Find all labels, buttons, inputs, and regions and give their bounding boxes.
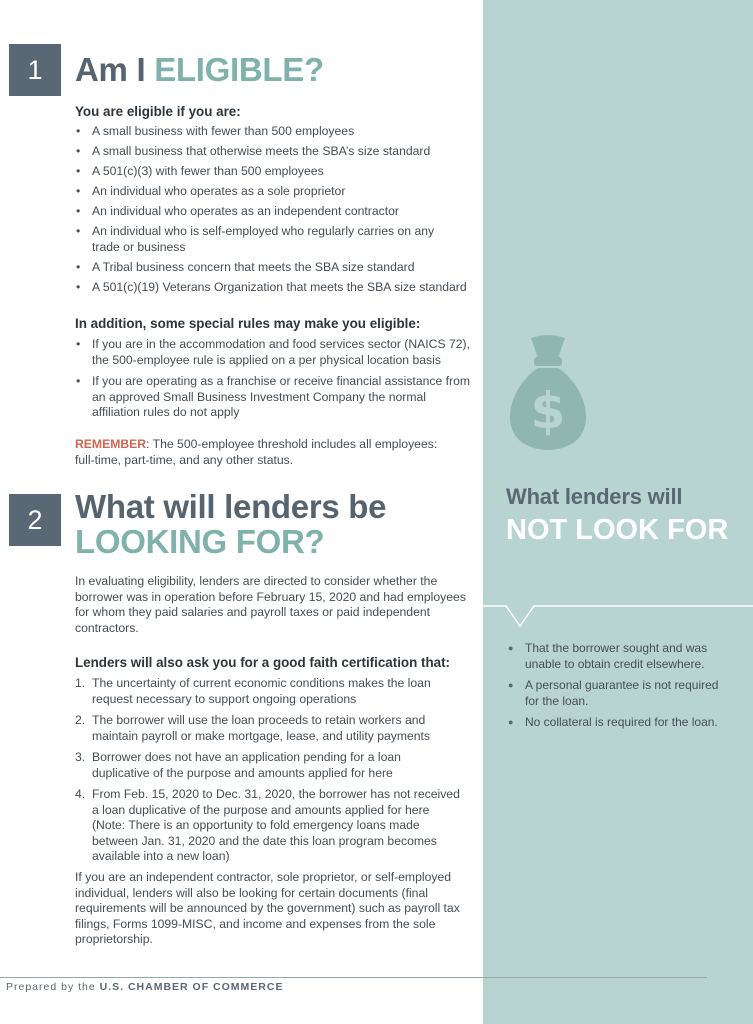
list-item: • A Tribal business concern that meets the SBA size standard (75, 260, 475, 276)
list-item-text: The uncertainty of current economic conditions makes the loan request necessary to support ongoing operations (92, 676, 431, 706)
special-rules-heading: In addition, some special rules may make you eligible: (75, 316, 421, 331)
list-number: 3. (75, 750, 86, 764)
list-item-text: The borrower will use the loan proceeds to retain workers and maintain payroll or make mortgage, lease, and utility payments (92, 713, 431, 743)
list-item: • A 501(c)(3) with fewer than 500 employees (75, 164, 475, 180)
list-item: • An individual who operates as a sole proprietor (75, 184, 475, 200)
footer-org: U.S. CHAMBER OF COMMERCE (99, 981, 284, 993)
list-number: 4. (75, 787, 86, 801)
remember-note (75, 437, 460, 468)
list-number: 1. (75, 676, 86, 690)
section2-closing: If you are an independent contractor, sole proprietor, or self-employed individual, lenders will also be looking for certain documents (final requirements will be announced by the government) such as payroll tax filings, Forms 1099-MISC, and income and expenses from the sole proprietorship. (75, 870, 460, 946)
sidebar-title-line1: What lenders will (506, 484, 683, 509)
list-item: ● No collateral is required for the loan. (508, 715, 733, 731)
sidebar-title (506, 482, 746, 548)
remember-text: : The 500-employee threshold includes all employees: full-time, part-time, and any other status. (75, 437, 438, 467)
list-item (75, 787, 462, 865)
list-item: • A 501(c)(19) Veterans Organization that meets the SBA size standard (75, 280, 475, 296)
special-rules-list (75, 337, 473, 421)
remember-label: REMEMBER (75, 437, 147, 451)
sidebar-title-line2: NOT LOOK FOR (506, 514, 729, 546)
svg-text:$: $ (530, 382, 566, 440)
list-item-text: Borrower does not have an application pending for a loan duplicative of the purpose and amounts applied for here (92, 750, 401, 780)
certification-list (75, 676, 460, 865)
section-number-1: 1 (9, 44, 61, 96)
list-item: • An individual who is self-employed who regularly carries on any trade or business (75, 224, 457, 255)
section2-title-part2: LOOKING FOR? (75, 523, 325, 560)
certification-heading: Lenders will also ask you for a good faith certification that: (75, 655, 450, 670)
list-item: ● A personal guarantee is not required for the loan. (508, 678, 733, 709)
section1-title-part1: Am I (75, 51, 146, 88)
list-item: • If you are operating as a franchise or receive financial assistance from an approved Small Business Investment Company the normal affiliation rules do not apply (75, 374, 473, 421)
section-number-2: 2 (9, 494, 61, 546)
list-item (75, 750, 460, 781)
list-item: • A small business with fewer than 500 employees (75, 124, 475, 140)
money-bag-icon (498, 330, 598, 455)
list-item: • An individual who operates as an independent contractor (75, 204, 475, 220)
sidebar-list (508, 641, 733, 737)
eligible-heading: You are eligible if you are: (75, 104, 241, 119)
list-item: ● That the borrower sought and was unable to obtain credit elsewhere. (508, 641, 733, 672)
section2-title (75, 489, 386, 559)
footer (6, 981, 283, 993)
list-item-text: From Feb. 15, 2020 to Dec. 31, 2020, the borrower has not received a loan duplicative of the purpose and amounts applied for here (Note: There is an opportunity to fold emergency loans made between Jan. 31, 2020 and the date this loan program becomes available into a new loan) (92, 787, 460, 863)
list-item (75, 676, 460, 707)
eligible-list (75, 124, 475, 295)
section1-title (75, 52, 324, 88)
list-item (75, 713, 460, 744)
section2-intro: In evaluating eligibility, lenders are directed to consider whether the borrower was in operation before February 15, 2020 and had employees for whom they paid salaries and payroll taxes or paid independent contractors. (75, 574, 466, 635)
sidebar-divider (483, 596, 753, 636)
list-number: 2. (75, 713, 86, 727)
footer-divider (0, 977, 707, 978)
list-item: • A small business that otherwise meets the SBA’s size standard (75, 144, 475, 160)
footer-prefix: Prepared by the (6, 981, 96, 993)
section2-title-part1: What will lenders be (75, 488, 387, 525)
section1-title-part2: ELIGIBLE? (154, 51, 324, 88)
list-item: • If you are in the accommodation and food services sector (NAICS 72), the 500-employee rule is applied on a per physical location basis (75, 337, 473, 368)
